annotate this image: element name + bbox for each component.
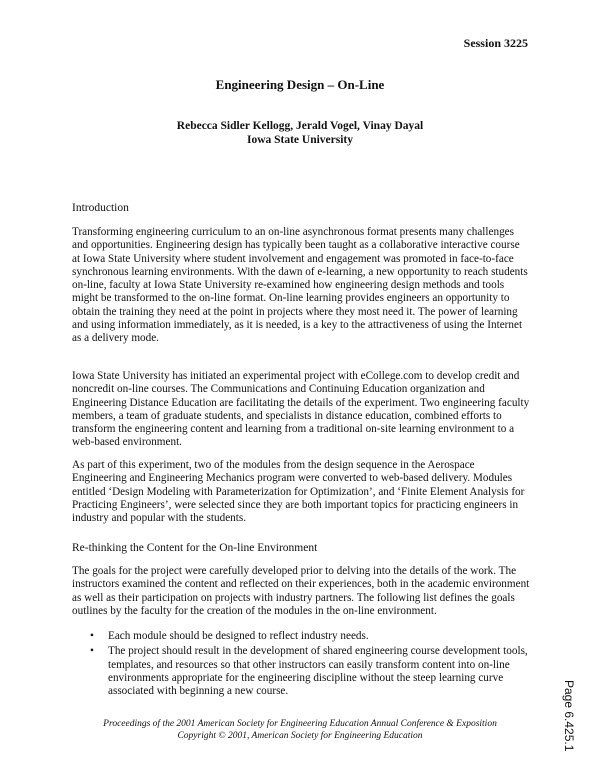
footer-copyright-line: Copyright © 2001, American Society for Engineering Education — [177, 731, 423, 741]
paper-title: Engineering Design – On-Line — [215, 77, 385, 92]
list-item-text: The project should result in the development of shared engineering course development tools, templates, and resources so that other instructors can easily transform content into on-line environments appropriate for the engineering discipline without the steep learning curve associated with beginning a new course. — [108, 645, 528, 698]
proceedings-footer — [0, 718, 600, 742]
intro-paragraph-1: Transforming engineering curriculum to an on-line asynchronous format presents many challenges and opportunities. Engineering design has typically been taught as a collaborative interactive course at Iowa State University where student involvement and engagement was promoted in face-to-face synchronous learning environments. With the dawn of e-learning, a new opportunity to reach students on-line, faculty at Iowa State University re-examined how engineering design methods and tools might be transformed to the on-line format. On-line learning provides engineers an opportunity to obtain the training they need at the point in projects where they most need it. The power of learning and using information immediately, as it is needed, is a key to the attractiveness of using the Internet as a delivery mode. — [72, 226, 528, 345]
list-item — [72, 630, 530, 643]
intro-paragraph-3: As part of this experiment, two of the modules from the design sequence in the Aerospace Engineering and Engineering Mechanics program were converted to web-based delivery. Modules entitled ‘Design Modeling with Parameterization for Optimization’, and ‘Finite Element Analysis for Practicing Engineers’, were selected since they are both important topics for practicing engineers in industry and popular with the students. — [72, 459, 525, 525]
bullet-glyph: • — [90, 630, 94, 642]
author-affiliation: Iowa State University — [246, 134, 354, 146]
rethinking-paragraph-1: The goals for the project were carefully developed prior to delving into the details of the work. The instructors examined the content and reflected on their experiences, both in the academic environment as well as their participation on projects with industry partners. The following list defines the goals outlines by the faculty for the creation of the modules in the on-line environment. — [72, 565, 530, 617]
bullet-glyph: • — [90, 645, 94, 658]
session-number: Session 3225 — [463, 36, 528, 50]
page-number: Page 6.425.1 — [562, 680, 576, 752]
list-item-text: Each module should be designed to reflect industry needs. — [108, 630, 369, 642]
rethinking-heading: Re-thinking the Content for the On-line Environment — [72, 542, 318, 554]
footer-proceedings-line: Proceedings of the 2001 American Society for Engineering Education Annual Conference & Exposition — [103, 719, 497, 729]
intro-paragraph-2: Iowa State University has initiated an experimental project with eCollege.com to develop credit and noncredit on-line courses. The Communications and Continuing Education organization and Engineering Distance Education are facilitating the details of the experiment. Two engineering faculty members, a team of graduate students, and specialists in distance education, combined efforts to transform the engineering content and learning from a traditional on-site learning environment to a web-based environment. — [72, 370, 530, 449]
list-item — [72, 645, 530, 698]
author-names: Rebecca Sidler Kellogg, Jerald Vogel, Vinay Dayal — [176, 120, 424, 132]
goals-list — [72, 630, 530, 700]
introduction-heading: Introduction — [72, 202, 129, 214]
author-block — [0, 119, 600, 147]
